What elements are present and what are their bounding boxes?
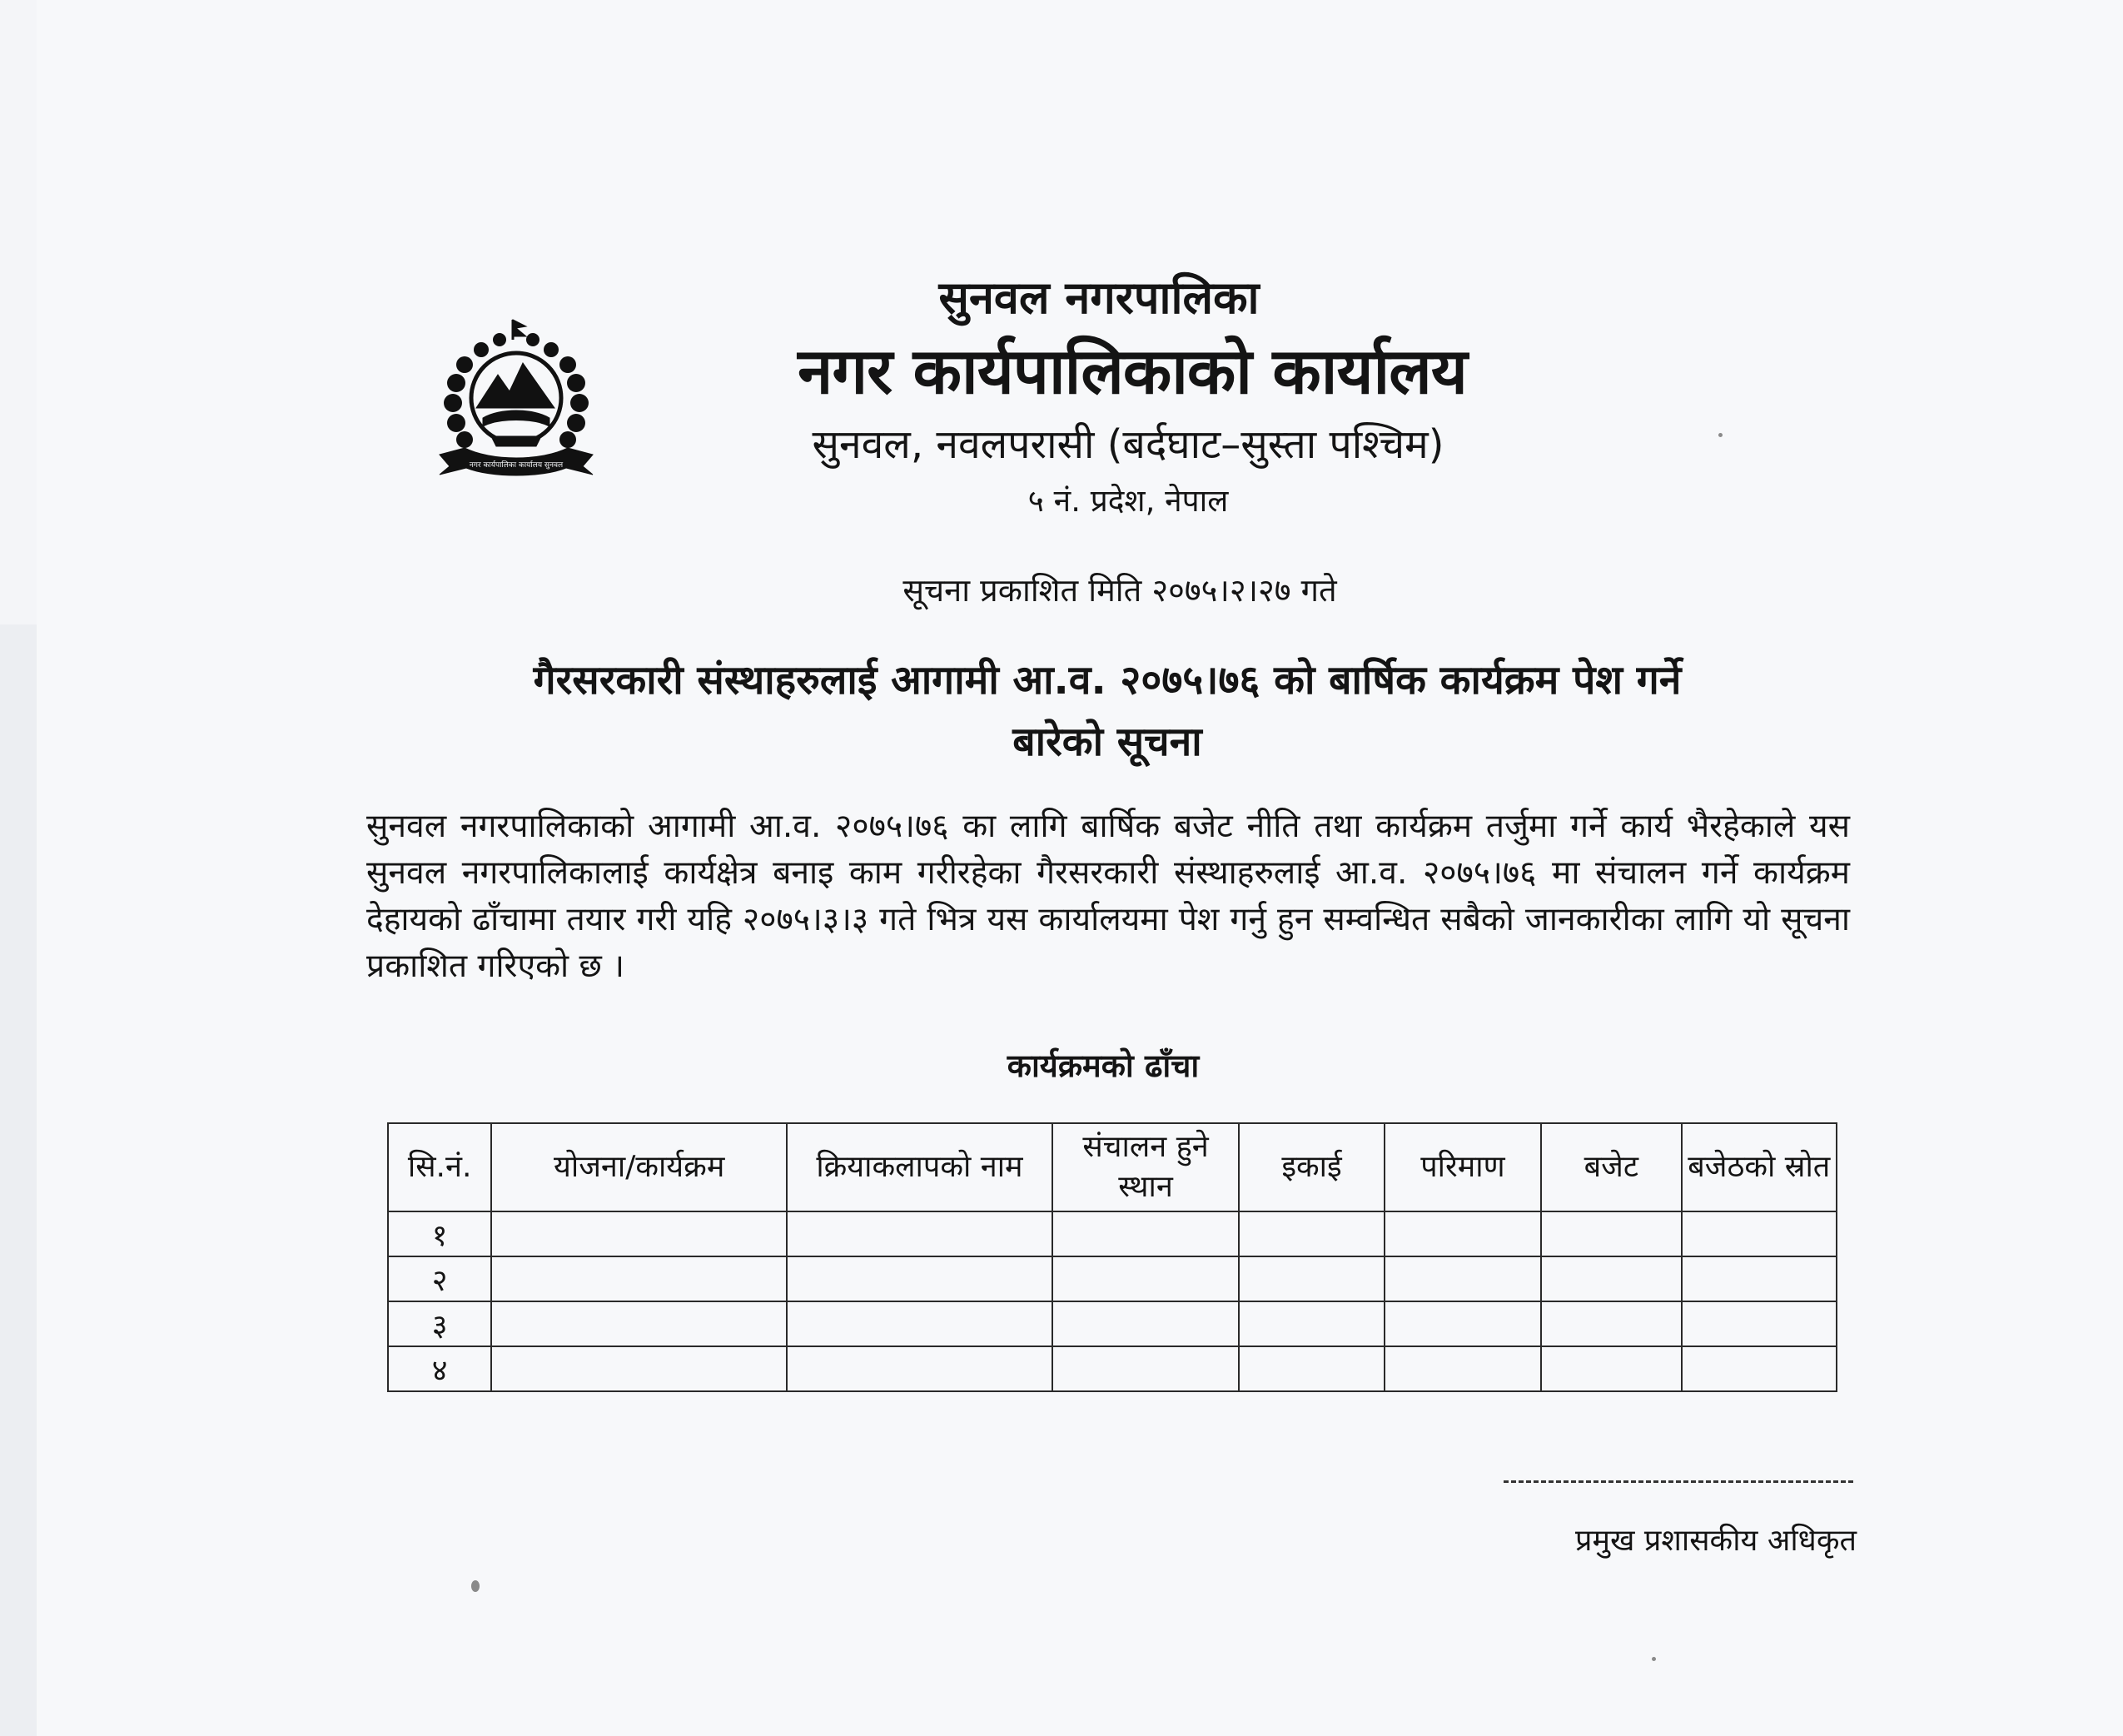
table-row — [388, 1346, 1837, 1391]
row-serial: ४ — [388, 1346, 491, 1391]
municipality-name: सुनवल नगरपालिका — [938, 271, 1260, 324]
table-cell — [1239, 1346, 1384, 1391]
province-line: ५ नं. प्रदेश, नेपाल — [1027, 483, 1229, 519]
table-cell — [1541, 1256, 1681, 1301]
scan-speck — [1718, 433, 1723, 437]
program-format-table — [387, 1122, 1837, 1392]
col-operation-place: संचालन हुने स्थान — [1052, 1123, 1240, 1211]
notice-body: सुनवल नगरपालिकाको आगामी आ.व. २०७५।७६ का लागि बार्षिक बजेट नीति तथा कार्यक्रम तर्जुमा गर्ने कार्य भैरहेकाले यस सुनवल नगरपालिकालाई कार्यक्षेत्र बनाइ काम गरीरहेका गैरसरकारी संस्थाहरुलाई आ.व. २०७५।७६ मा संचालन गर्ने कार्यक्रम देहायको ढाँचामा तयार गरी यहि २०७५।३।३ गते भित्र यस कार्यालयमा पेश गर्नु हुन सम्वन्धित सबैको जानकारीका लागि यो सूचना प्रकाशित गरिएको छ । — [366, 808, 1850, 985]
col-unit: इकाई — [1239, 1123, 1384, 1211]
office-name: नगर कार्यपालिकाको कार्यालय — [798, 334, 1467, 408]
table-cell — [1541, 1211, 1681, 1256]
row-serial: १ — [388, 1211, 491, 1256]
scan-speck — [471, 1580, 480, 1592]
table-cell — [491, 1346, 787, 1391]
notice-title-line1: गैरसरकारी संस्थाहरुलाई आगामी आ.व. २०७५।७६ को बार्षिक कार्यक्रम पेश गर्ने — [533, 657, 1682, 704]
table-cell — [1385, 1301, 1541, 1346]
table-cell — [1385, 1211, 1541, 1256]
signatory-title: प्रमुख प्रशासकीय अधिकृत — [1575, 1524, 1857, 1558]
table-cell — [787, 1256, 1052, 1301]
table-cell — [1052, 1346, 1240, 1391]
table-cell — [1052, 1256, 1240, 1301]
col-budget: बजेट — [1541, 1123, 1681, 1211]
table-cell — [1682, 1211, 1837, 1256]
office-address: सुनवल, नवलपरासी (बर्दघाट–सुस्ता पश्चिम) — [812, 421, 1444, 468]
table-cell — [491, 1256, 787, 1301]
table-cell — [1052, 1301, 1240, 1346]
col-activity-name: क्रियाकलापको नाम — [787, 1123, 1052, 1211]
format-heading: कार्यक्रमको ढाँचा — [1007, 1047, 1200, 1084]
col-quantity: परिमाण — [1385, 1123, 1541, 1211]
table-row — [388, 1301, 1837, 1346]
row-serial: ३ — [388, 1301, 491, 1346]
table-cell — [1682, 1346, 1837, 1391]
table-cell — [491, 1301, 787, 1346]
table-cell — [1385, 1346, 1541, 1391]
published-date: सूचना प्रकाशित मिति २०७५।२।२७ गते — [902, 572, 1337, 609]
scan-speck — [1652, 1657, 1656, 1661]
table-cell — [787, 1346, 1052, 1391]
table-cell — [1682, 1256, 1837, 1301]
scan-edge — [0, 624, 37, 1736]
table-cell — [491, 1211, 787, 1256]
table-cell — [1239, 1301, 1384, 1346]
table-cell — [1052, 1211, 1240, 1256]
table-cell — [1541, 1301, 1681, 1346]
table-cell — [1239, 1211, 1384, 1256]
table-row — [388, 1211, 1837, 1256]
notice-title-line2: बारेको सूचना — [1012, 719, 1202, 765]
table-cell — [787, 1211, 1052, 1256]
notice-title — [366, 649, 1848, 773]
table-cell — [1541, 1346, 1681, 1391]
table-cell — [1385, 1256, 1541, 1301]
signature-line — [1504, 1480, 1853, 1483]
row-serial: २ — [388, 1256, 491, 1301]
table-header-row — [388, 1123, 1837, 1211]
col-plan-program: योजना/कार्यक्रम — [491, 1123, 787, 1211]
table-cell — [1682, 1301, 1837, 1346]
emblem-ribbon-text: नगर कार्यपालिका कार्यालय सुनवल — [469, 461, 564, 470]
table-row — [388, 1256, 1837, 1301]
col-budget-source: बजेठको स्रोत — [1682, 1123, 1837, 1211]
col-serial: सि.नं. — [388, 1123, 491, 1211]
table-cell — [787, 1301, 1052, 1346]
table-cell — [1239, 1256, 1384, 1301]
